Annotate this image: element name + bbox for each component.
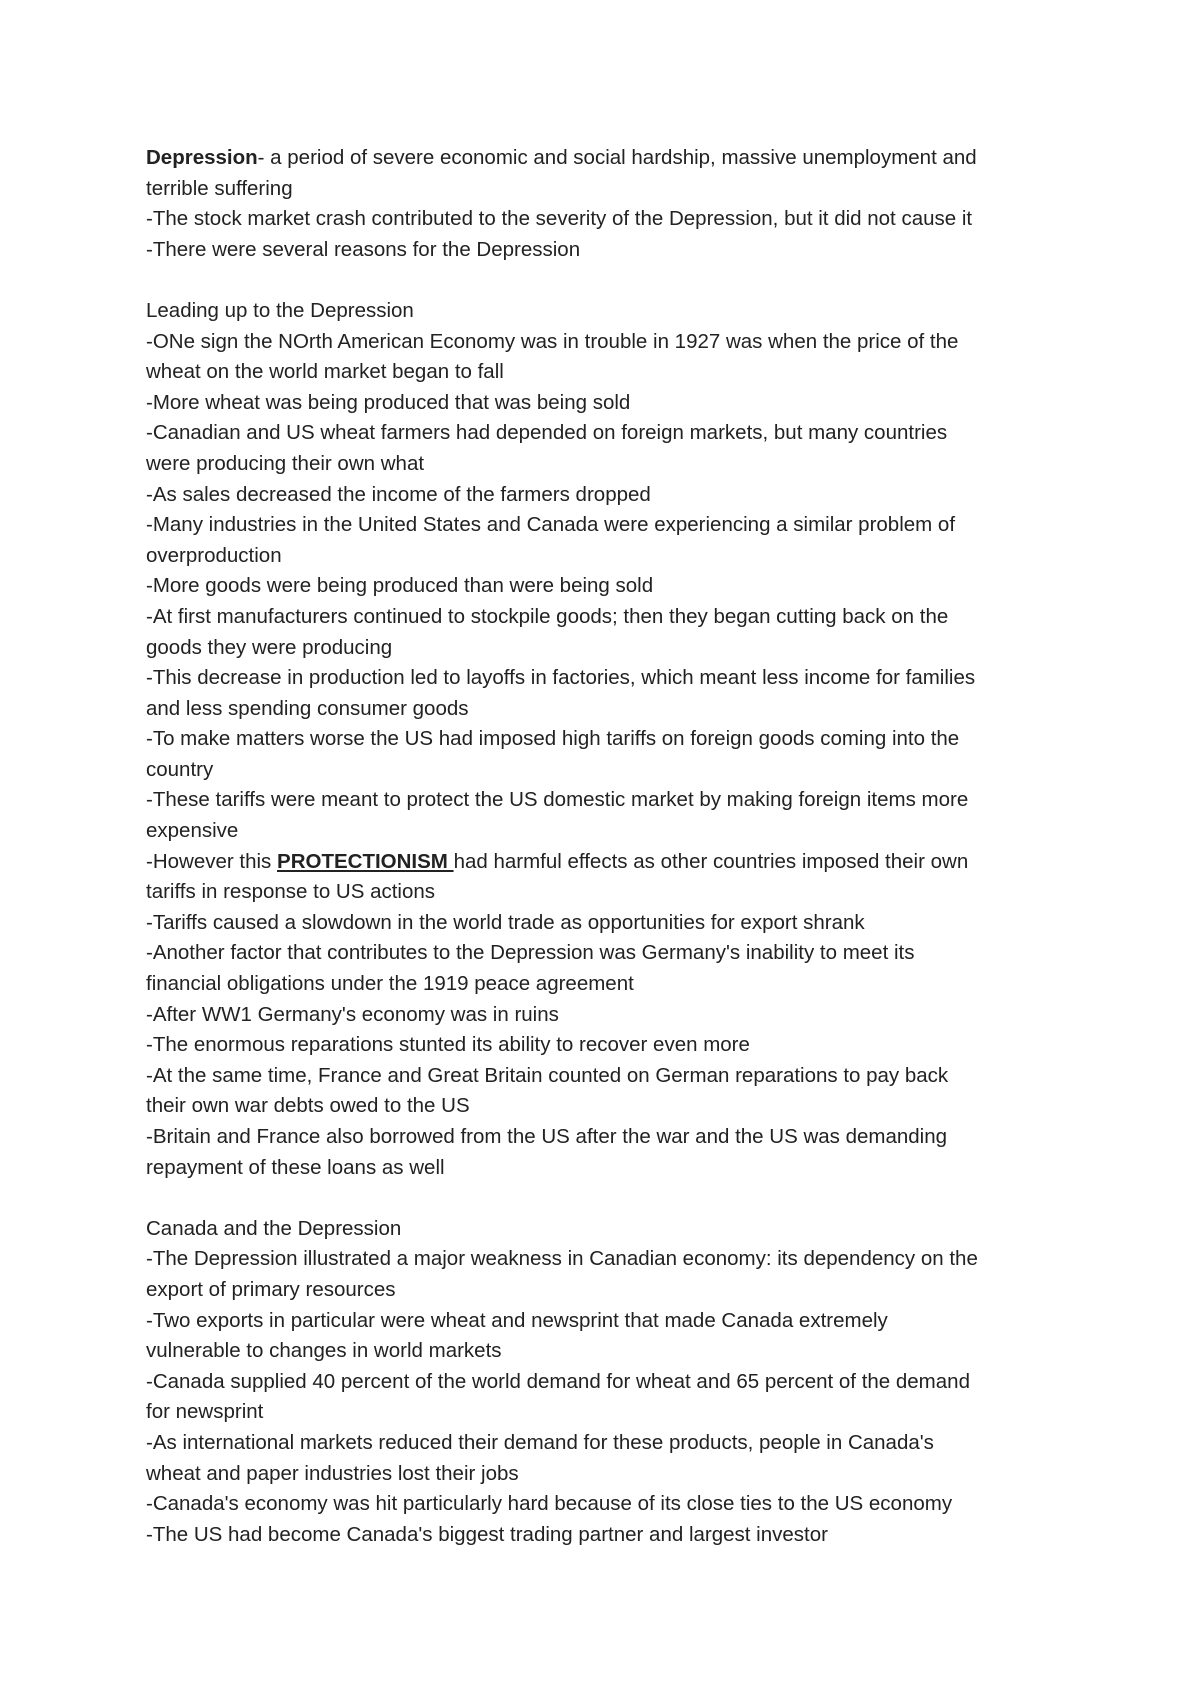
text-line: -More goods were being produced than were being sold <box>146 574 654 598</box>
text-line: -The Depression illustrated a major weakness in Canadian economy: its dependency on the <box>146 1247 978 1271</box>
text-line: -These tariffs were meant to protect the US domestic market by making foreign items more <box>146 788 969 812</box>
text-line: repayment of these loans as well <box>146 1155 445 1179</box>
text-line: -Many industries in the United States and Canada were experiencing a similar problem of <box>146 513 956 537</box>
text-line: -At first manufacturers continued to stockpile goods; then they began cutting back on the <box>146 604 949 628</box>
text-line: -Britain and France also borrowed from the US after the war and the US was demanding <box>146 1125 948 1148</box>
text-segment: -However this <box>146 849 278 873</box>
text-line: -ONe sign the NOrth American Economy was in trouble in 1927 was when the price of the <box>146 329 959 353</box>
text-line: -The enormous reparations stunted its ability to recover even more <box>146 1033 750 1057</box>
text-line: expensive <box>146 819 239 843</box>
text-line: -After WW1 Germany's economy was in ruins <box>146 1002 559 1026</box>
text-line: -At the same time, France and Great Britain counted on German reparations to pay back <box>146 1063 949 1087</box>
text-line: and less spending consumer goods <box>146 696 469 720</box>
text-line: financial obligations under the 1919 peace agreement <box>146 972 634 996</box>
document-body <box>146 143 1066 1550</box>
text-line: -To make matters worse the US had imposed high tariffs on foreign goods coming into the <box>146 727 960 751</box>
text-line: wheat and paper industries lost their jobs <box>146 1461 519 1485</box>
text-line: their own war debts owed to the US <box>146 1094 470 1118</box>
text-line: -The stock market crash contributed to the severity of the Depression, but it did not cause it <box>146 207 973 231</box>
text-line: terrible suffering <box>146 176 293 200</box>
text-segment: had harmful effects as other countries imposed their own <box>453 849 969 873</box>
text-line: tariffs in response to US actions <box>146 880 436 904</box>
text-line: overproduction <box>146 543 282 567</box>
definition-line <box>146 143 1066 174</box>
text-line: -There were several reasons for the Depression <box>146 237 581 261</box>
term-depression: Depression <box>146 146 258 169</box>
text-line: for newsprint <box>146 1400 264 1424</box>
text-line: -Another factor that contributes to the Depression was Germany's inability to meet its <box>146 941 915 965</box>
text-line: goods they were producing <box>146 635 393 659</box>
text-line: -This decrease in production led to layoffs in factories, which meant less income for families <box>146 666 976 690</box>
text-line: -Canada's economy was hit particularly hard because of its close ties to the US economy <box>146 1492 953 1516</box>
text-line: -Tariffs caused a slowdown in the world trade as opportunities for export shrank <box>146 910 865 934</box>
term-protectionism: PROTECTIONISM <box>277 849 454 873</box>
text-line: were producing their own what <box>146 451 425 475</box>
text-line: export of primary resources <box>146 1277 396 1301</box>
text-line: country <box>146 757 214 781</box>
section-heading-leading: Leading up to the Depression <box>146 298 414 322</box>
text-line: -Two exports in particular were wheat and newsprint that made Canada extremely <box>146 1308 888 1332</box>
text-line: -As sales decreased the income of the farmers dropped <box>146 482 651 506</box>
text-line: -The US had become Canada's biggest trading partner and largest investor <box>146 1522 828 1546</box>
text-line: wheat on the world market began to fall <box>146 360 504 384</box>
text-line: vulnerable to changes in world markets <box>146 1339 502 1363</box>
blank-line <box>146 265 1066 296</box>
text-line: -More wheat was being produced that was being sold <box>146 390 631 414</box>
definition-text: - a period of severe economic and social hardship, massive unemployment and <box>257 146 977 169</box>
blank-line <box>146 1183 1066 1214</box>
text-line: -Canada supplied 40 percent of the world demand for wheat and 65 percent of the demand <box>146 1369 970 1393</box>
protectionism-line <box>146 847 1066 878</box>
text-line: -Canadian and US wheat farmers had depended on foreign markets, but many countries <box>146 421 948 445</box>
text-line: -As international markets reduced their demand for these products, people in Canada's <box>146 1430 934 1454</box>
section-heading-canada: Canada and the Depression <box>146 1216 402 1240</box>
